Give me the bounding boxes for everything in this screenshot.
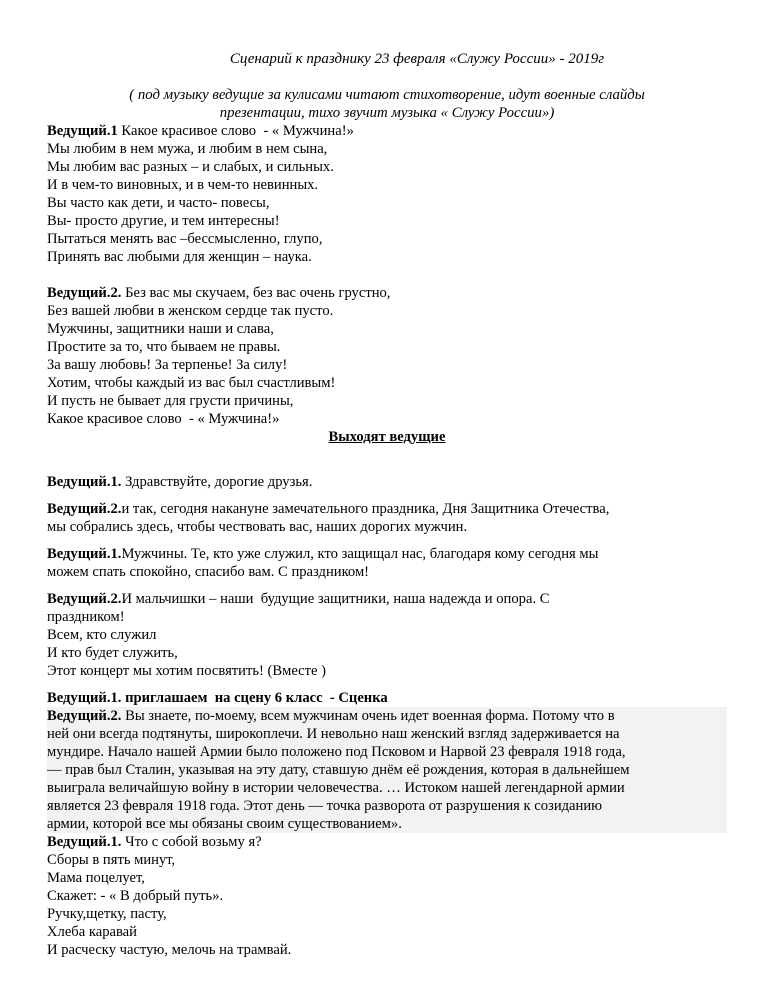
text-line: Всем, кто служил [47,627,157,643]
paragraph-lines [47,608,727,680]
text-line: Мама поцелует, [47,870,145,886]
text-line: И в чем-то виновных, и в чем-то невинных. [47,177,319,193]
text-line: Какое красивое слово - « Мужчина!» [47,411,280,427]
text-line: Мы любим вас разных – и слабых, и сильных. [47,159,334,175]
verse-first-line: Ведущий.1. Что с собой возьму я? [47,834,262,850]
text-line: Мужчины, защитники наши и слава, [47,321,274,337]
speaker-label: Ведущий.2. [47,285,122,301]
document-page [47,50,727,959]
text-line: Без вашей любви в женском сердце так пусто. [47,303,334,319]
text-line: Пытаться менять вас –бессмысленно, глупо, [47,231,323,247]
speaker-label: Ведущий.1. [47,474,122,490]
text-line: ней они всегда подтянуты, широкоплечи. И невольно наш женский взгляд задерживается на [47,726,620,742]
text-line: Сборы в пять минут, [47,852,176,868]
text-line: Вы часто как дети, и часто- повесы, [47,195,270,211]
speaker-label: Ведущий.2. [47,501,122,517]
text-line: И расческу частую, мелочь на трамвай. [47,942,292,958]
verse-first-line: Ведущий.2. Без вас мы скучаем, без вас очень грустно, [47,285,391,301]
speaker-label: Ведущий.1. [47,834,122,850]
paragraph: Ведущий.2.И мальчишки – наши будущие защитники, наша надежда и опора. С [47,591,550,607]
subtitle-line-1: ( под музыку ведущие за кулисами читают стихотворение, идут военные слайды [129,87,645,103]
text-line: Мы любим в нем мужа, и любим в нем сына, [47,141,328,157]
shaded-paragraph: Ведущий.2. Вы знаете, по-моему, всем мужчинам очень идет военная форма. Потому что в ней они всегда подтянуты, широкоплечи. И невольно наш женский взгляд задерживается на мундире. Начало нашей Армии было положено под Псковом и Нарвой 23 февраля 1918 года, — прав был Сталин, указывая на эту дату, ставшую днём её рождения, которая в дальнейшем выиграла величайшую войну в истории человечества. … Истоком нашей легендарной армии является 23 февраля 1918 года. Этот день — точка разворота от разрушения к созиданию армии, которой все мы обязаны своим существованием». [47,707,727,833]
text-line: выиграла величайшую войну в истории человечества. … Истоком нашей легендарной армии [47,780,625,796]
paragraph-lines [47,725,727,833]
paragraph: Ведущий.2.и так, сегодня накануне замечательного праздника, Дня Защитника Отечества, [47,501,610,517]
text-line: Скажет: - « В добрый путь». [47,888,224,904]
section-heading: Выходят ведущие [328,429,446,445]
paragraph: Ведущий.1. Здравствуйте, дорогие друзья. [47,474,313,490]
document-title: Сценарий к празднику 23 февраля «Служу России» - 2019г [229,51,605,67]
text-line: И пусть не бывает для грусти причины, [47,393,294,409]
speaker-label: Ведущий.1. [47,546,122,562]
speaker-label: Ведущий.1 [47,123,118,139]
text-line: мундире. Начало нашей Армии было положено под Псковом и Нарвой 23 февраля 1918 года, [47,744,626,760]
text-line: Вы- просто другие, и тем интересны! [47,213,280,229]
speaker-label: Ведущий.2. [47,591,122,607]
paragraph: Ведущий.1.Мужчины. Те, кто уже служил, кто защищал нас, благодаря кому сегодня мы [47,546,599,562]
text-line: Этот концерт мы хотим посвятить! (Вместе ) [47,663,327,679]
text-line: Ручку,щетку, пасту, [47,906,167,922]
subtitle-line-2: презентации, тихо звучит музыка « Служу России») [219,105,555,121]
verse-block-3 [47,851,727,959]
text-line: Простите за то, что бываем не правы. [47,339,281,355]
text-line: И кто будет служить, [47,645,178,661]
paragraph-continuation: мы собрались здесь, чтобы чествовать вас, наших дорогих мужчин. [47,519,468,535]
speaker-label: Ведущий.2. [47,708,122,724]
text-line: армии, которой все мы обязаны своим существованием». [47,816,402,832]
verse-block-2 [47,302,727,428]
announcement-line: Ведущий.1. приглашаем на сцену 6 класс - Сценка [47,690,388,706]
text-line: Принять вас любыми для женщин – наука. [47,249,312,265]
text-line: — прав был Сталин, указывая на эту дату, ставшую днём её рождения, которая в дальнейшем [47,762,630,778]
text-line: За вашу любовь! За терпенье! За силу! [47,357,288,373]
text-line: праздником! [47,609,125,625]
verse-first-line: Ведущий.1 Какое красивое слово - « Мужчина!» [47,123,354,139]
paragraph-continuation: можем спать спокойно, спасибо вам. С праздником! [47,564,370,580]
text-line: Хотим, чтобы каждый из вас был счастливым! [47,375,336,391]
text-line: является 23 февраля 1918 года. Этот день — точка разворота от разрушения к созиданию [47,798,603,814]
verse-block-1 [47,140,727,266]
text-line: Хлеба каравай [47,924,137,940]
